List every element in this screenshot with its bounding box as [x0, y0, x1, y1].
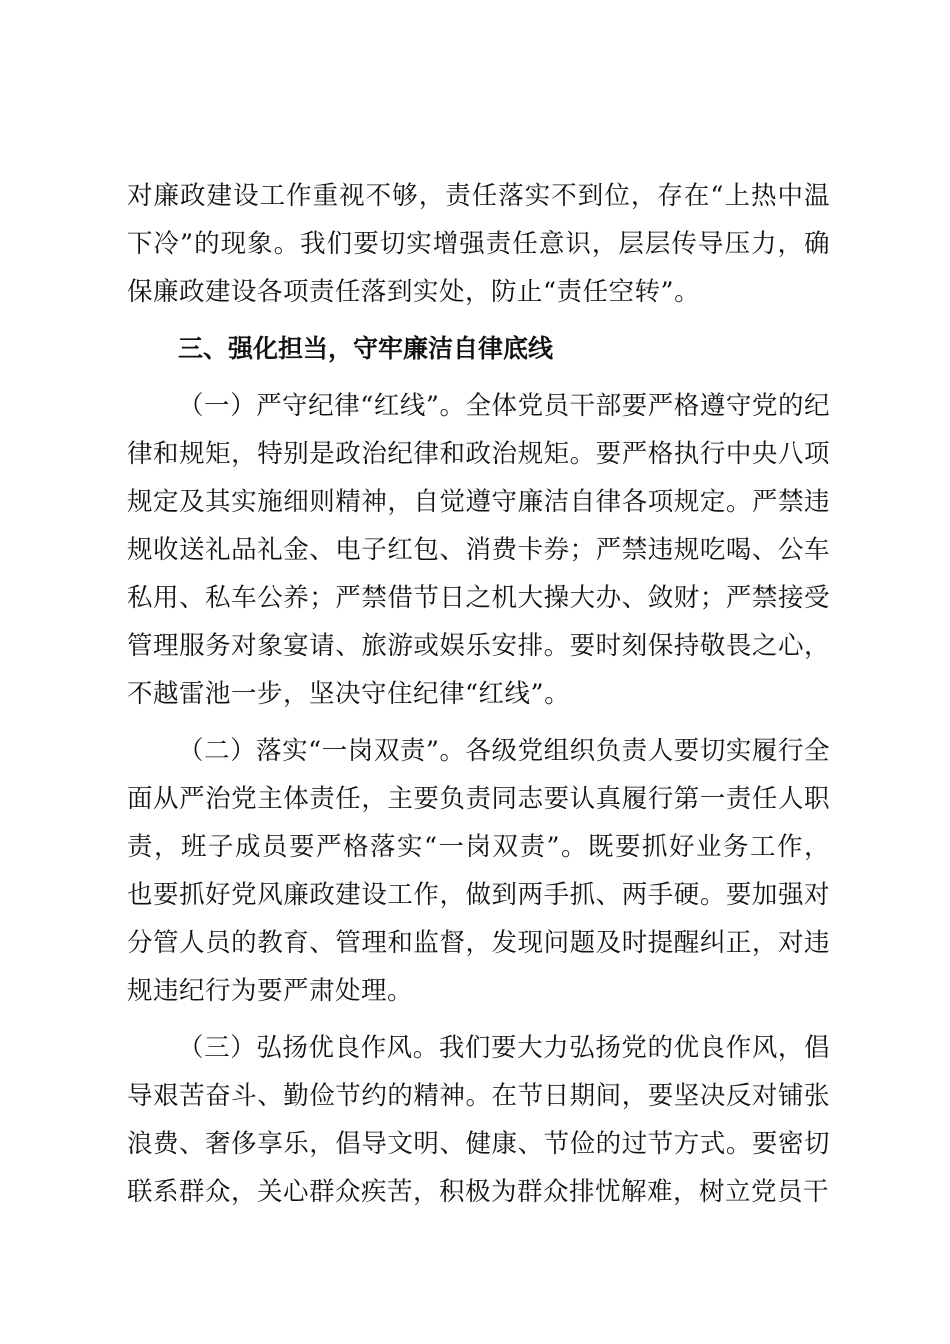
body-paragraph: 对廉政建设工作重视不够，责任落实不到位，存在“上热中温下冷”的现象。我们要切实增强责任意识，层层传导压力，确保廉政建设各项责任落到实处，防止“责任空转”。	[127, 181, 830, 307]
body-paragraph: （一）严守纪律“红线”。全体党员干部要严格遵守党的纪律和规矩，特别是政治纪律和政治规矩。要严格执行中央八项规定及其实施细则精神，自觉遵守廉洁自律各项规定。严禁违规收送礼品礼金、电子红包、消费卡券；严禁违规吃喝、公车私用、私车公养；严禁借节日之机大操大办、敛财；严禁接受管理服务对象宴请、旅游或娱乐安排。要时刻保持敬畏之心，不越雷池一步，坚决守住纪律“红线”。	[127, 391, 830, 709]
body-paragraph: （二）落实“一岗双责”。各级党组织负责人要切实履行全面从严治党主体责任，主要负责同志要认真履行第一责任人职责，班子成员要严格落实“一岗双责”。既要抓好业务工作，也要抓好党风廉政建设工作，做到两手抓、两手硬。要加强对分管人员的教育、管理和监督，发现问题及时提醒纠正，对违规违纪行为要严肃处理。	[127, 736, 830, 1006]
document-page	[127, 172, 830, 1216]
section-heading: 三、强化担当，守牢廉洁自律底线	[178, 334, 554, 363]
body-paragraph: （三）弘扬优良作风。我们要大力弘扬党的优良作风，倡导艰苦奋斗、勤俭节约的精神。在节日期间，要坚决反对铺张浪费、奢侈享乐，倡导文明、健康、节俭的过节方式。要密切联系群众，关心群众疾苦，积极为群众排忧解难，树立党员干	[127, 1033, 830, 1207]
